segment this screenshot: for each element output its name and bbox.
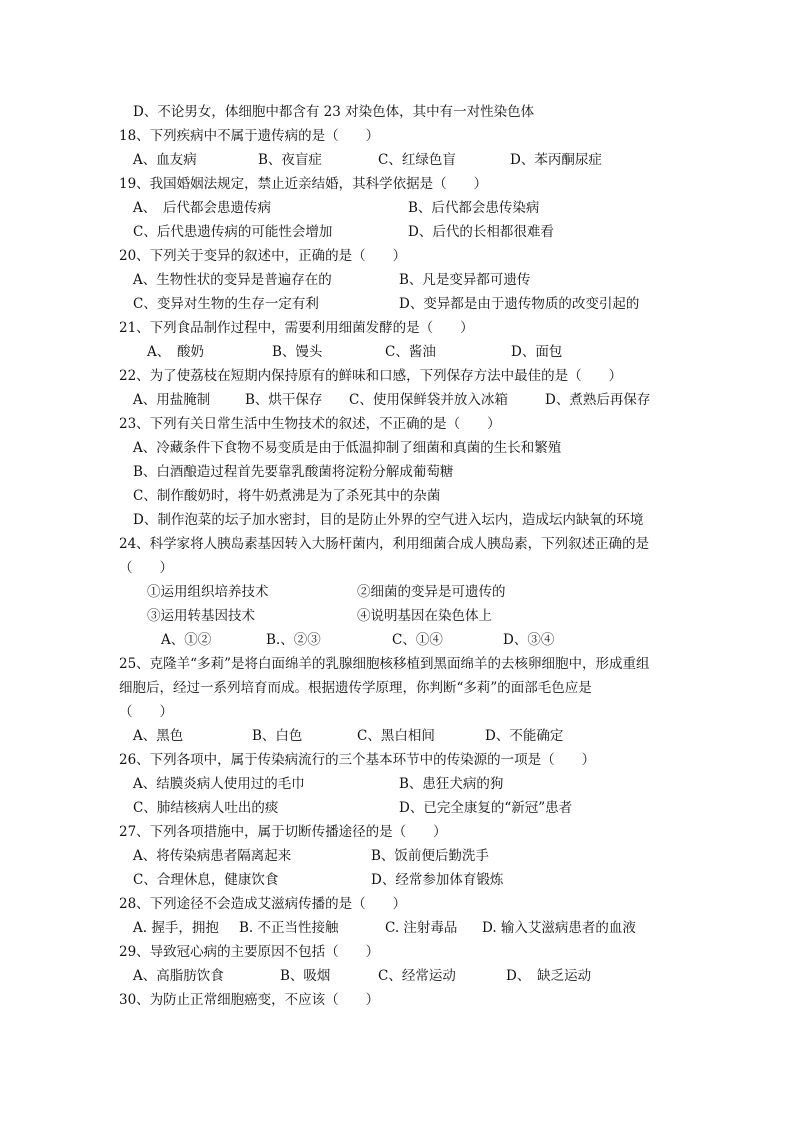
q26-option-c: C、肺结核病人吐出的痰 xyxy=(133,800,279,816)
q19-option-c: C、后代患遗传病的可能性会增加 xyxy=(133,224,333,240)
q18-option-c: C、红绿色盲 xyxy=(378,152,456,168)
q19-option-a: A、 后代都会患遗传病 xyxy=(133,200,271,216)
q22-stem: 22、为了使荔枝在短期内保持原有的鲜味和口感，下列保存方法中最佳的是（ ） xyxy=(119,368,623,384)
q26-option-d: D、已完全康复的“新冠”患者 xyxy=(399,800,573,816)
q21-stem: 21、下列食品制作过程中，需要利用细菌发酵的是（ ） xyxy=(119,320,474,336)
q25-stem: 25、克隆羊“多莉”是将白面绵羊的乳腺细胞核移植到黑面绵羊的去核卵细胞中，形成重组 xyxy=(119,656,650,672)
q20-stem: 20、下列关于变异的叙述中，正确的是（ ） xyxy=(119,248,407,264)
q25-option-b: B、白色 xyxy=(252,728,303,744)
q27-option-d: D、经常参加体育锻炼 xyxy=(371,872,504,888)
q22-option-b: B、烘干保存 xyxy=(245,392,323,408)
q30-stem: 30、为防止正常细胞癌变，不应该（ ） xyxy=(119,992,380,1008)
q24-statement-3: ③运用转基因技术 xyxy=(147,608,255,624)
q28-stem: 28、下列途径不会造成艾滋病传播的是（ ） xyxy=(119,896,407,912)
q29-stem: 29、导致冠心病的主要原因不包括（ ） xyxy=(119,944,380,960)
q18-option-b: B、夜盲症 xyxy=(258,152,322,168)
q29-option-d: D、 缺乏运动 xyxy=(506,968,592,984)
q28-option-c: C. 注射毒品 xyxy=(385,920,458,936)
q21-option-a: A、 酸奶 xyxy=(147,344,204,360)
q24-option-b: B.、②③ xyxy=(266,632,321,648)
q18-stem: 18、下列疾病中不属于遗传病的是（ ） xyxy=(119,128,380,144)
q19-option-b: B、后代都会患传染病 xyxy=(408,200,540,216)
q18-option-a: A、血友病 xyxy=(133,152,197,168)
q23-option-b: B、白酒酿造过程首先要靠乳酸菌将淀粉分解成葡萄糖 xyxy=(133,464,454,480)
q24-statement-4: ④说明基因在染色体上 xyxy=(357,608,492,624)
q23-option-a: A、冷藏条件下食物不易变质是由于低温抑制了细菌和真菌的生长和繁殖 xyxy=(133,440,562,456)
q29-option-b: B、吸烟 xyxy=(280,968,331,984)
q25-option-a: A、黑色 xyxy=(133,728,184,744)
q25-option-d: D、不能确定 xyxy=(485,728,564,744)
q21-option-d: D、面包 xyxy=(511,344,563,360)
q27-option-a: A、将传染病患者隔离起来 xyxy=(133,848,292,864)
q23-option-c: C、制作酸奶时，将牛奶煮沸是为了杀死其中的杂菌 xyxy=(133,488,441,504)
q29-option-c: C、经常运动 xyxy=(378,968,456,984)
q19-option-d: D、后代的长相都很难看 xyxy=(408,224,554,240)
q18-option-d: D、苯丙酮尿症 xyxy=(510,152,602,168)
q25-paren: （ ） xyxy=(119,704,173,720)
q21-option-b: B、馒头 xyxy=(272,344,323,360)
q26-option-b: B、患狂犬病的狗 xyxy=(399,776,504,792)
q19-stem: 19、我国婚姻法规定，禁止近亲结婚，其科学依据是（ ） xyxy=(119,176,488,192)
q26-option-a: A、结膜炎病人使用过的毛巾 xyxy=(133,776,305,792)
q24-option-d: D、③④ xyxy=(503,632,555,648)
q27-stem: 27、下列各项措施中，属于切断传播途径的是（ ） xyxy=(119,824,447,840)
q28-option-b: B. 不正当性接触 xyxy=(239,920,339,936)
q23-option-d: D、制作泡菜的坛子加水密封，目的是防止外界的空气进入坛内，造成坛内缺氧的环境 xyxy=(133,512,644,528)
q29-option-a: A、高脂肪饮食 xyxy=(133,968,224,984)
q22-option-d: D、煮熟后再保存 xyxy=(545,392,651,408)
q24-stem: 24、科学家将人胰岛素基因转入大肠杆菌内，利用细菌合成人胰岛素，下列叙述正确的是 xyxy=(119,536,650,552)
q28-option-a: A. 握手，拥抱 xyxy=(133,920,219,936)
q27-option-b: B、饭前便后勤洗手 xyxy=(371,848,489,864)
q21-option-c: C、酱油 xyxy=(385,344,436,360)
q17-option-d: D、不论男女，体细胞中都含有 23 对染色体，其中有一对性染色体 xyxy=(133,104,535,120)
q20-option-b: B、凡是变异都可遗传 xyxy=(399,272,531,288)
q20-option-a: A、生物性状的变异是普遍存在的 xyxy=(133,272,332,288)
q23-stem: 23、下列有关日常生活中生物技术的叙述，不正确的是（ ） xyxy=(119,416,501,432)
q24-statement-2: ②细菌的变异是可遗传的 xyxy=(357,584,506,600)
q24-statement-1: ①运用组织培养技术 xyxy=(147,584,269,600)
q22-option-a: A、用盐腌制 xyxy=(133,392,211,408)
q22-option-c: C、使用保鲜袋并放入冰箱 xyxy=(349,392,508,408)
q24-paren: （ ） xyxy=(119,560,173,576)
q25-option-c: C、黑白相间 xyxy=(357,728,435,744)
q28-option-d: D. 输入艾滋病患者的血液 xyxy=(482,920,636,936)
q24-option-c: C、①④ xyxy=(392,632,443,648)
q27-option-c: C、合理休息，健康饮食 xyxy=(133,872,279,888)
q20-option-d: D、变异都是由于遗传物质的改变引起的 xyxy=(399,296,640,312)
q24-option-a: A、①② xyxy=(161,632,212,648)
q25-stem-cont: 细胞后，经过一系列培育而成。根据遗传学原理，你判断“多莉”的面部毛色应是 xyxy=(119,680,592,696)
q26-stem: 26、下列各项中，属于传染病流行的三个基本环节中的传染源的一项是（ ） xyxy=(119,752,596,768)
q20-option-c: C、变异对生物的生存一定有利 xyxy=(133,296,319,312)
